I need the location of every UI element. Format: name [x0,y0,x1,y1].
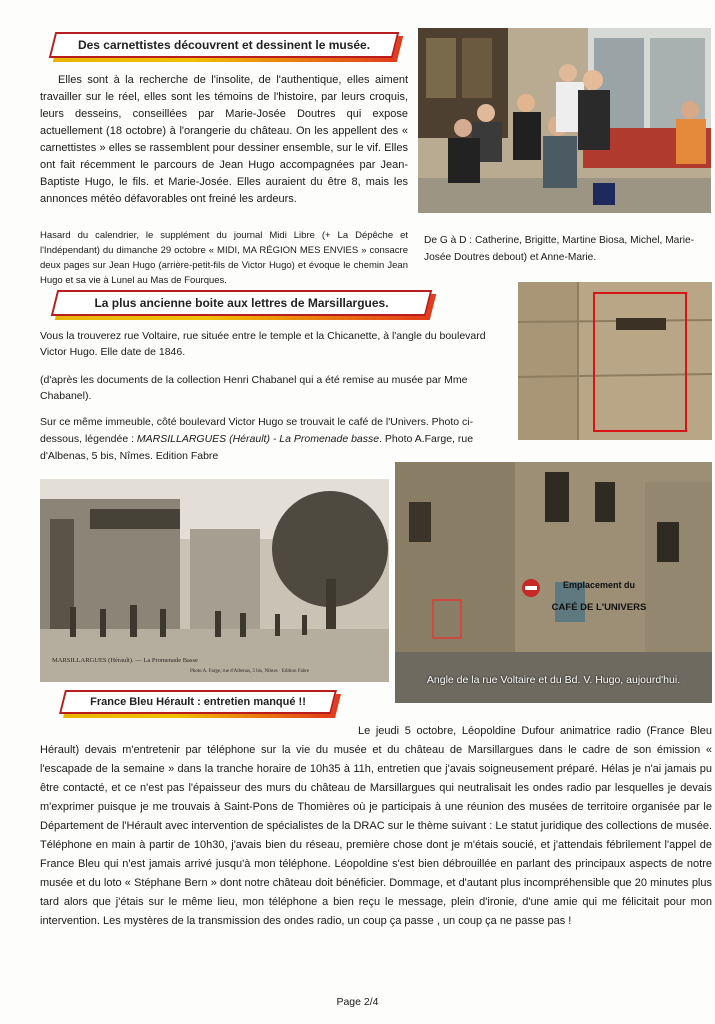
section3-title: France Bleu Hérault : entretien manqué !! [90,696,306,708]
section3-title-banner [62,690,334,714]
building-photo-caption: Angle de la rue Voltaire et du Bd. V. Hugo, aujourd'hui. [426,674,681,686]
section1-title: Des carnettistes découvrent et dessinent le musée. [77,38,371,52]
cafe-location-line1: Emplacement du [562,580,636,590]
section2-paragraph2: (d'après les documents de la collection Henri Chabanel qui a été remise au musée par Mme Chabanel). [40,374,468,402]
cafe-location-line2: CAFÉ DE L'UNIVERS [551,602,647,613]
cafe-location-label [545,580,653,613]
postcard-caption-line1: MARSILLARGUES (Hérault). — La Promenade Basse [52,657,198,664]
postcard-caption-line2: Photo A. Farge, rue d'Albenas, 5 bis, Nîmes · Edition Fabre [190,669,310,674]
section1-paragraph2: Hasard du calendrier, le supplément du journal Midi Libre (+ La Dépêche et l'Indépendant) du dimanche 29 octobre « MIDI, MA RÉGION MES ENVIES » consacre deux pages sur Jean Hugo (arrière-petit-fils de Victor Hugo) et évoque le chemin Jean Hugo et sa vie à Lunel au Mas de Fourques. [40,230,408,286]
section2-paragraph1: Vous la trouverez rue Voltaire, rue située entre le temple et la Chicanette, à l'angle du boulevard Victor Hugo. Elle date de 1846. [40,330,486,358]
section2-title-banner [54,290,429,316]
building-photo [395,462,712,703]
section2-paragraph3-end: . Photo A.Farge, rue d'Albenas, 5 bis, Nîmes. Edition Fabre [40,433,474,462]
section2-paragraph3-start: Sur ce même immeuble, côté boulevard Victor Hugo se trouvait le café de l'Univers. Photo ci-dessous, légendée : [40,416,474,445]
section1-title-banner [52,32,396,58]
page-number: Page 2/4 [336,996,379,1008]
carnettistes-photo-caption: De G à D : Catherine, Brigitte, Martine Biosa, Michel, Marie-Josée Doutres debout) et Anne-Marie. [424,235,695,263]
section2-paragraph3-italic: MARSILLARGUES (Hérault) - La Promenade basse [136,433,380,445]
postcard-photo [40,479,389,682]
section3-body: Le jeudi 5 octobre, Léopoldine Dufour animatrice radio (France Bleu Hérault) devais m'entretenir par téléphone sur la vie du musée et du château de Marsillargues dans le cadre de son émission « l'escapade de la semaine » dans la tranche horaire de 10h35 à 11h, entretien que j'avais soigneusement préparé. Hélas je n'ai jamais pu être contacté, et ce n'est pas l'épaisseur des murs du château de Marsillargues qui neutralisait les ondes radio par lesquelles je devais m'exprimer puisque je me trouvais à Saint-Pons de Thomières où je participais à une réunion des musées de territoire organisée par le Département de l'Hérault avec intervention de spécialistes de la DRAC sur le thème suivant : Le statut juridique des collections de musée. Téléphone en main à partir de 10h30, j'avais bien du réseau, première chose dont je m'étais soucié, et j'attendais fébrilement l'appel de France Bleu qui n'est jamais arrivé jusqu'à mon téléphone. Léopoldine s'est bien débrouillée en parlant des principaux aspects de notre musée et du loto « Stéphane Bern » dont notre château doit bénéficier. Dommage, et d'autant plus incompréhensible que 20 minutes plus tard alors que j'étais sur le même lieu, mon téléphone a bien reçu le message, plein d'ironie, d'une amie qui me félicitait pour mon intervention. Les mystères de la transmission des ondes radio, un coup ça passe , un coup ça ne passe pas ! [40,725,712,927]
section2-title: La plus ancienne boite aux lettres de Marsillargues. [94,296,389,310]
section1-paragraph1: Elles sont à la recherche de l'insolite, de l'authentique, elles aiment travailler sur le réel, elles sont les témoins de l'histoire, par leurs croquis, leurs desseins, conseillées par Marie-Josée Doutres qui expose actuellement (18 octobre) à l'orangerie du château. On les appellent des « carnettistes » elles se rassemblent pour dessiner ensemble, sur le vif. Elles ont fait récemment le parcours de Jean Hugo accompagnées par Jean-Baptiste Hugo, le fils. et Marie-Josée. Elles auraient du être 8, mais les annonces météo défavorables ont freiné les ardeurs. [40,74,408,205]
carnettistes-photo [418,28,711,213]
letterbox-photo [518,282,712,440]
section2-paragraph3 [40,414,510,465]
